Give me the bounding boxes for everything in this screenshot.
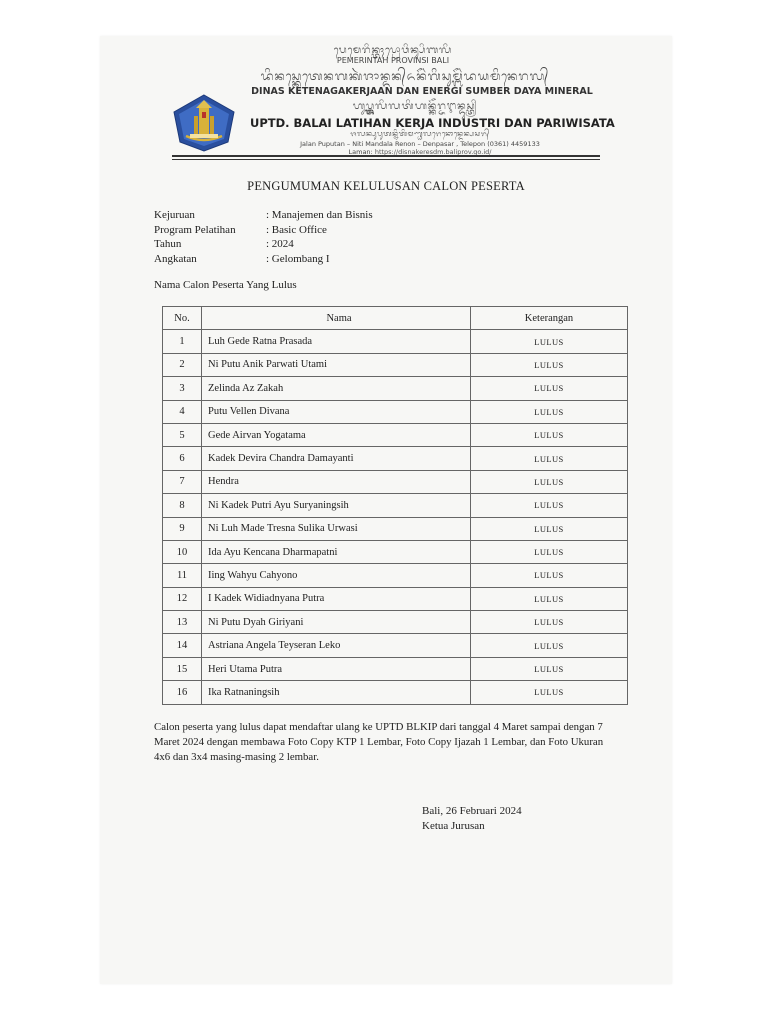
status-label: LULUS	[471, 447, 628, 470]
detail-value: : Basic Office	[266, 223, 327, 236]
participant-name: Astriana Angela Teyseran Leko	[202, 634, 471, 657]
detail-label: Tahun	[154, 238, 182, 250]
table-row	[163, 447, 628, 470]
status-label: LULUS	[471, 470, 628, 493]
participant-name: Kadek Devira Chandra Damayanti	[202, 447, 471, 470]
table-row	[163, 517, 628, 540]
participant-name: Putu Vellen Divana	[202, 400, 471, 423]
table-row	[163, 634, 628, 657]
column-header-name: Nama	[202, 307, 471, 330]
table-header-row	[163, 307, 628, 330]
row-number: 6	[163, 447, 202, 470]
row-number: 1	[163, 330, 202, 353]
column-header-note: Keterangan	[471, 307, 628, 330]
participant-name: Ni Putu Anik Parwati Utami	[202, 353, 471, 376]
row-number: 11	[163, 564, 202, 587]
row-number: 16	[163, 681, 202, 704]
signature-block	[422, 804, 522, 834]
participant-name: Iing Wahyu Cahyono	[202, 564, 471, 587]
detail-value: : Manajemen dan Bisnis	[266, 209, 373, 221]
row-number: 5	[163, 423, 202, 446]
participant-name: Zelinda Az Zakah	[202, 377, 471, 400]
table-row	[163, 681, 628, 704]
department-name: DINAS KETENAGAKERJAAN DAN ENERGI SUMBER DAYA MINERAL	[251, 86, 593, 97]
participant-name: Heri Utama Putra	[202, 657, 471, 680]
row-number: 10	[163, 540, 202, 563]
detail-label: Angkatan	[154, 252, 197, 265]
row-number: 13	[163, 611, 202, 634]
signature-role: Ketua Jurusan	[422, 820, 485, 832]
balinese-script-line-1: ᬧᬾᬫᬾᬭᬶᬦ᭄ᬢᬄᬧ᭄ᬭᭀᬯᬶᬦ᭄ᬲᬶᬩᬮᬶ	[333, 45, 453, 56]
row-number: 7	[163, 470, 202, 493]
row-number: 9	[163, 517, 202, 540]
table-row	[163, 377, 628, 400]
row-number: 2	[163, 353, 202, 376]
office-address: Jalan Puputan – Niti Mandala Renon – Denpasar , Telepon (0361) 4459133	[300, 140, 540, 148]
status-label: LULUS	[471, 657, 628, 680]
status-label: LULUS	[471, 353, 628, 376]
participant-name: Gede Airvan Yogatama	[202, 423, 471, 446]
detail-value: : Gelombang I	[266, 252, 330, 265]
status-label: LULUS	[471, 587, 628, 610]
letterhead-rule-thick	[172, 155, 600, 157]
table-row	[163, 470, 628, 493]
row-number: 3	[163, 377, 202, 400]
participant-name: Ida Ayu Kencana Dharmapatni	[202, 540, 471, 563]
participant-name: Ni Putu Dyah Giriyani	[202, 611, 471, 634]
table-row	[163, 400, 628, 423]
column-header-no: No.	[163, 307, 202, 330]
website-label: Laman:	[348, 148, 373, 156]
balinese-script-line-2: ᬤᬶᬦᬲ᭄ᬓᬾᬢᬾᬦᬕᬓᬃᬚᬵᬦ᭄ᬤᬦ᭄ᬏᬦᭂᬃᬕᬶᬲᬸᬫ᭄ᬩᭂᬃᬤᬬᬫᬶᬦᬾᬭᬮ᭄	[260, 69, 550, 83]
row-number: 12	[163, 587, 202, 610]
detail-row-tahun	[154, 237, 373, 252]
document-title: PENGUMUMAN KELULUSAN CALON PESERTA	[247, 179, 525, 193]
status-label: LULUS	[471, 400, 628, 423]
row-number: 8	[163, 494, 202, 517]
row-number: 15	[163, 657, 202, 680]
website-link[interactable]: https://disnakeresdm.baliprov.go.id/	[374, 148, 492, 156]
status-label: LULUS	[471, 681, 628, 704]
results-table	[162, 306, 628, 705]
detail-value: : 2024	[266, 238, 294, 250]
table-row	[163, 587, 628, 610]
status-label: LULUS	[471, 564, 628, 587]
balinese-script-line-3: ᬳᬸᬧ᭄ᬢ᭄ᬤ᭄ᬩᬮᬶᬮᬢᬶᬳᬦ᭄ᬓᭂᬭ᭄ᬚᬇᬦ᭄ᬤᬸᬲ᭄ᬢ᭄ᬭᬶ	[352, 101, 478, 112]
participant-name: Hendra	[202, 470, 471, 493]
balinese-script-line-4: ᬚᬮᬦ᭄ᬧᬸᬧᬸᬢᬦ᭄ᬦᬶᬢᬶᬫᬡ᭄ᬥᬮᬭᬾᬦᭀᬦ᭄ᬤᬾᬦ᭄ᬧᬲᬭ᭄	[350, 130, 490, 138]
letterhead	[100, 36, 672, 164]
detail-row-kejuruan	[154, 208, 373, 223]
table-row	[163, 423, 628, 446]
participant-name: Ni Luh Made Tresna Sulika Urwasi	[202, 517, 471, 540]
letterhead-rule-thin	[172, 159, 600, 160]
row-number: 4	[163, 400, 202, 423]
table-row	[163, 564, 628, 587]
table-row	[163, 540, 628, 563]
status-label: LULUS	[471, 377, 628, 400]
table-row	[163, 611, 628, 634]
detail-row-angkatan	[154, 252, 373, 267]
government-name: PEMERINTAH PROVINSI BALI	[336, 56, 450, 65]
participant-name: I Kadek Widiadnyana Putra	[202, 587, 471, 610]
detail-label: Program Pelatihan	[154, 223, 236, 236]
signature-place-date: Bali, 26 Februari 2024	[422, 805, 522, 817]
detail-label: Kejuruan	[154, 209, 195, 221]
table-row	[163, 330, 628, 353]
program-details	[154, 208, 373, 266]
participant-name: Luh Gede Ratna Prasada	[202, 330, 471, 353]
table-body	[163, 330, 628, 704]
list-heading: Nama Calon Peserta Yang Lulus	[154, 279, 297, 291]
detail-row-program	[154, 223, 373, 238]
registration-notice: Calon peserta yang lulus dapat mendaftar ulang ke UPTD BLKIP dari tanggal 4 Maret sampai dengan 7 Maret 2024 dengan membawa Foto Copy KTP 1 Lembar, Foto Copy Ijazah 1 Lembar, dan Foto Ukuran 4x6 dan 3x4 masing-masing 2 lembar.	[154, 721, 604, 763]
status-label: LULUS	[471, 494, 628, 517]
bali-province-emblem-icon	[172, 94, 236, 152]
participant-name: Ni Kadek Putri Ayu Suryaningsih	[202, 494, 471, 517]
table-row	[163, 657, 628, 680]
status-label: LULUS	[471, 611, 628, 634]
participant-name: Ika Ratnaningsih	[202, 681, 471, 704]
unit-name: UPTD. BALAI LATIHAN KERJA INDUSTRI DAN PARIWISATA	[250, 116, 615, 130]
status-label: LULUS	[471, 517, 628, 540]
status-label: LULUS	[471, 634, 628, 657]
status-label: LULUS	[471, 330, 628, 353]
table-row	[163, 353, 628, 376]
status-label: LULUS	[471, 423, 628, 446]
row-number: 14	[163, 634, 202, 657]
table-row	[163, 494, 628, 517]
status-label: LULUS	[471, 540, 628, 563]
document-page	[100, 36, 672, 984]
